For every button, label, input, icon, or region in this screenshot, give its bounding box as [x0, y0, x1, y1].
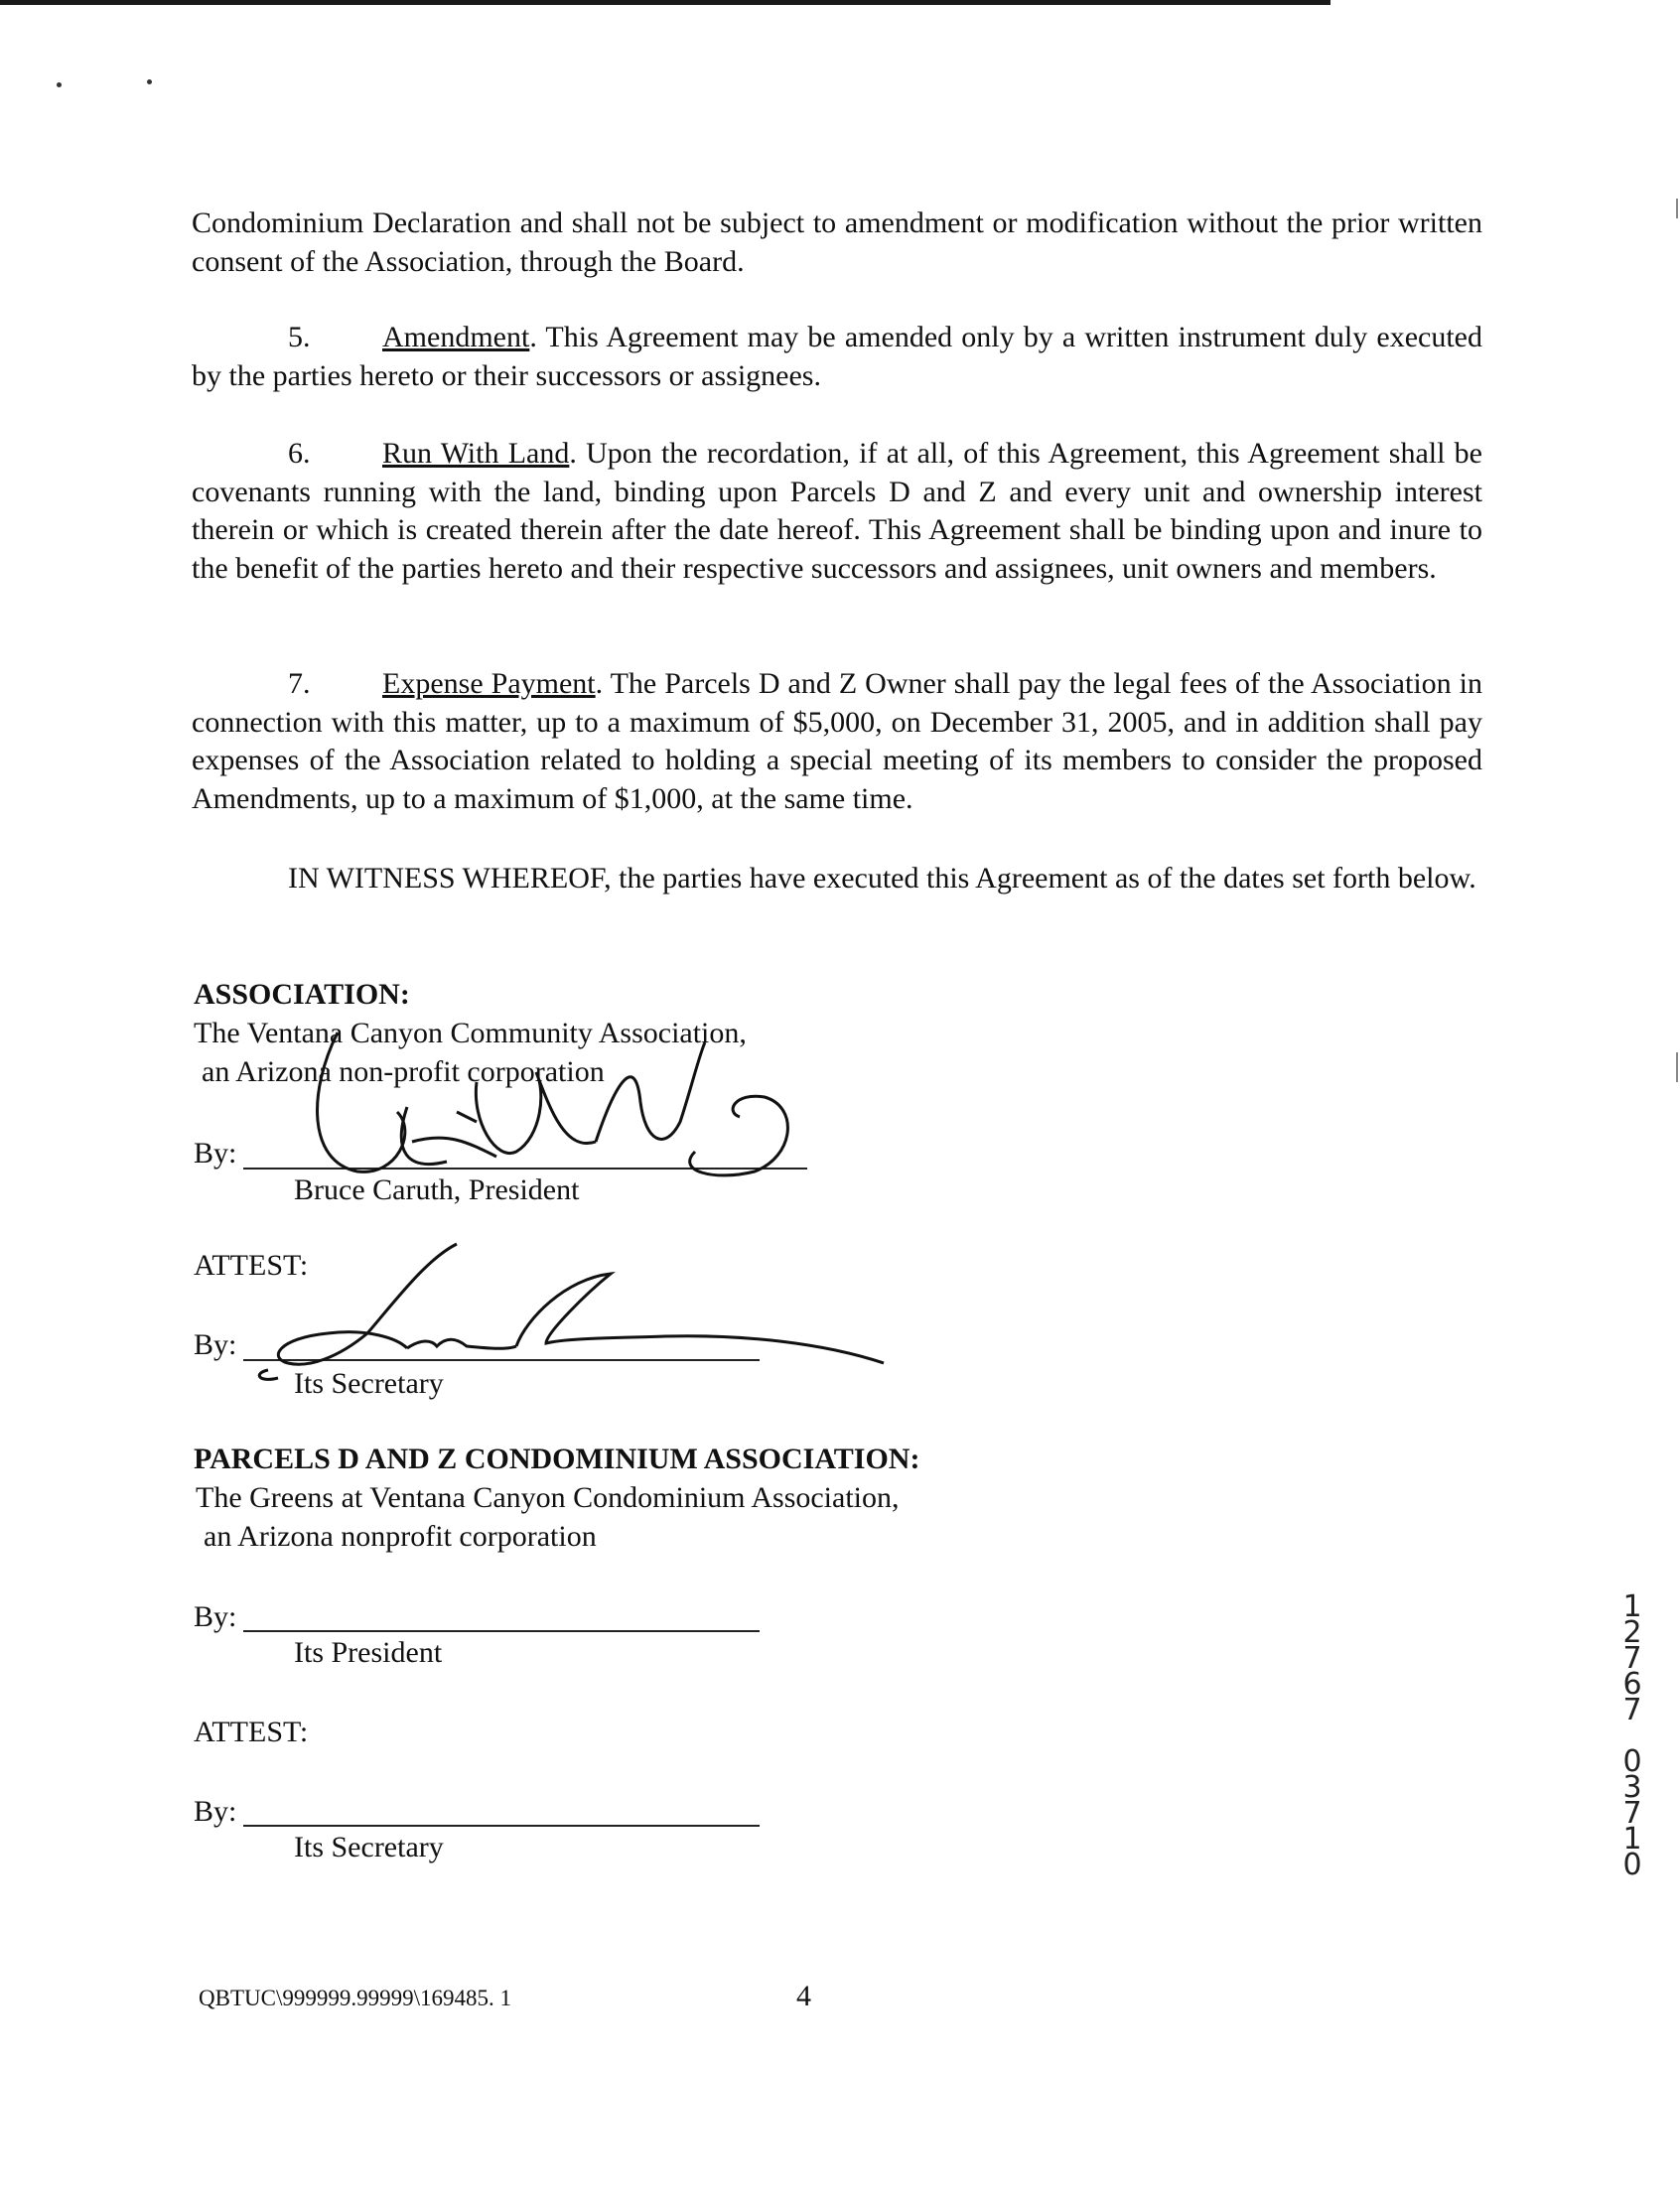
recording-number	[1620, 1589, 1644, 1882]
parcels-president-title: Its President	[294, 1636, 443, 1669]
paragraph-heading: Run With Land	[382, 437, 570, 470]
signature-line	[243, 1825, 760, 1827]
recording-digit: 1	[1622, 1589, 1642, 1624]
signature-president	[298, 1013, 814, 1191]
paragraph-text: IN WITNESS WHEREOF, the parties have executed this Agreement as of the dates set forth below.	[288, 862, 1476, 895]
paragraph-number: 5.	[288, 321, 311, 353]
scan-speck	[147, 79, 152, 84]
parcels-type: an Arizona nonprofit corporation	[204, 1520, 597, 1553]
page-number: 4	[796, 1980, 811, 2012]
by-label: By:	[194, 1795, 237, 1828]
by-label: By:	[194, 1328, 237, 1361]
scan-speck	[57, 82, 62, 87]
paragraph-number: 6.	[288, 437, 311, 470]
paragraph-amendment	[192, 319, 1482, 395]
parcels-name: The Greens at Ventana Canyon Condominium Association,	[196, 1481, 900, 1514]
recording-digit: 7	[1622, 1693, 1642, 1727]
by-label: By:	[194, 1600, 237, 1633]
paragraph-heading: Expense Payment	[382, 667, 596, 700]
paragraph-heading: Amendment	[382, 321, 530, 353]
attest-label: ATTEST:	[194, 1249, 309, 1282]
recording-digit: 2	[1622, 1615, 1642, 1650]
by-label: By:	[194, 1137, 237, 1170]
document-id: QBTUC\999999.99999\169485. 1	[199, 1986, 511, 2010]
paragraph-number: 7.	[288, 667, 311, 700]
attest-label: ATTEST:	[194, 1716, 309, 1748]
parcels-heading: PARCELS D AND Z CONDOMINIUM ASSOCIATION:	[194, 1443, 920, 1475]
paragraph-witness	[192, 860, 1482, 898]
association-type: an Arizona non-profit corporation	[202, 1055, 605, 1088]
signer-name: Bruce Caruth, President	[294, 1173, 580, 1206]
scan-edge-top	[0, 0, 1330, 5]
recording-digit: 3	[1622, 1770, 1642, 1805]
paragraph-continuation: Condominium Declaration and shall not be subject to amendment or modification without the prior written consent of the Association, through the Board.	[192, 207, 1482, 278]
paragraph-expense-payment	[192, 665, 1482, 818]
recording-digit: 0	[1622, 1848, 1642, 1882]
paragraph-text: . Upon the recordation, if at all, of this Agreement, this Agreement shall be covenants running with the land, binding upon Parcels D and Z and every unit and ownership interest therein or which is created therein after the date hereof. This Agreement shall be binding upon and inure to the benefit of the parties hereto and their respective successors and assignees, unit owners and members.	[192, 437, 1482, 585]
association-heading: ASSOCIATION:	[194, 978, 410, 1011]
association-name: The Ventana Canyon Community Association,	[194, 1017, 747, 1049]
recording-digit: 7	[1622, 1641, 1642, 1676]
recording-digit: 0	[1622, 1744, 1642, 1779]
signature-secretary	[248, 1239, 904, 1388]
paragraph-text: . This Agreement may be amended only by a written instrument duly executed by the parties hereto or their successors or assignees.	[192, 321, 1482, 392]
recording-digit: 1	[1622, 1822, 1642, 1857]
scan-edge-right	[1676, 199, 1678, 218]
scan-edge-right	[1676, 1052, 1678, 1082]
paragraph-run-with-land	[192, 435, 1482, 588]
paragraph-text: . The Parcels D and Z Owner shall pay the legal fees of the Association in connection with this matter, up to a maximum of $5,000, on December 31, 2005, and in addition shall pay expenses of the Association related to holding a special meeting of its members to consider the proposed Amendments, up to a maximum of $1,000, at the same time.	[192, 667, 1482, 815]
attest-title: Its Secretary	[294, 1367, 444, 1400]
recording-digit: 6	[1622, 1667, 1642, 1702]
recording-digit: 7	[1622, 1796, 1642, 1831]
attest-title: Its Secretary	[294, 1831, 444, 1863]
signature-line	[243, 1630, 760, 1632]
